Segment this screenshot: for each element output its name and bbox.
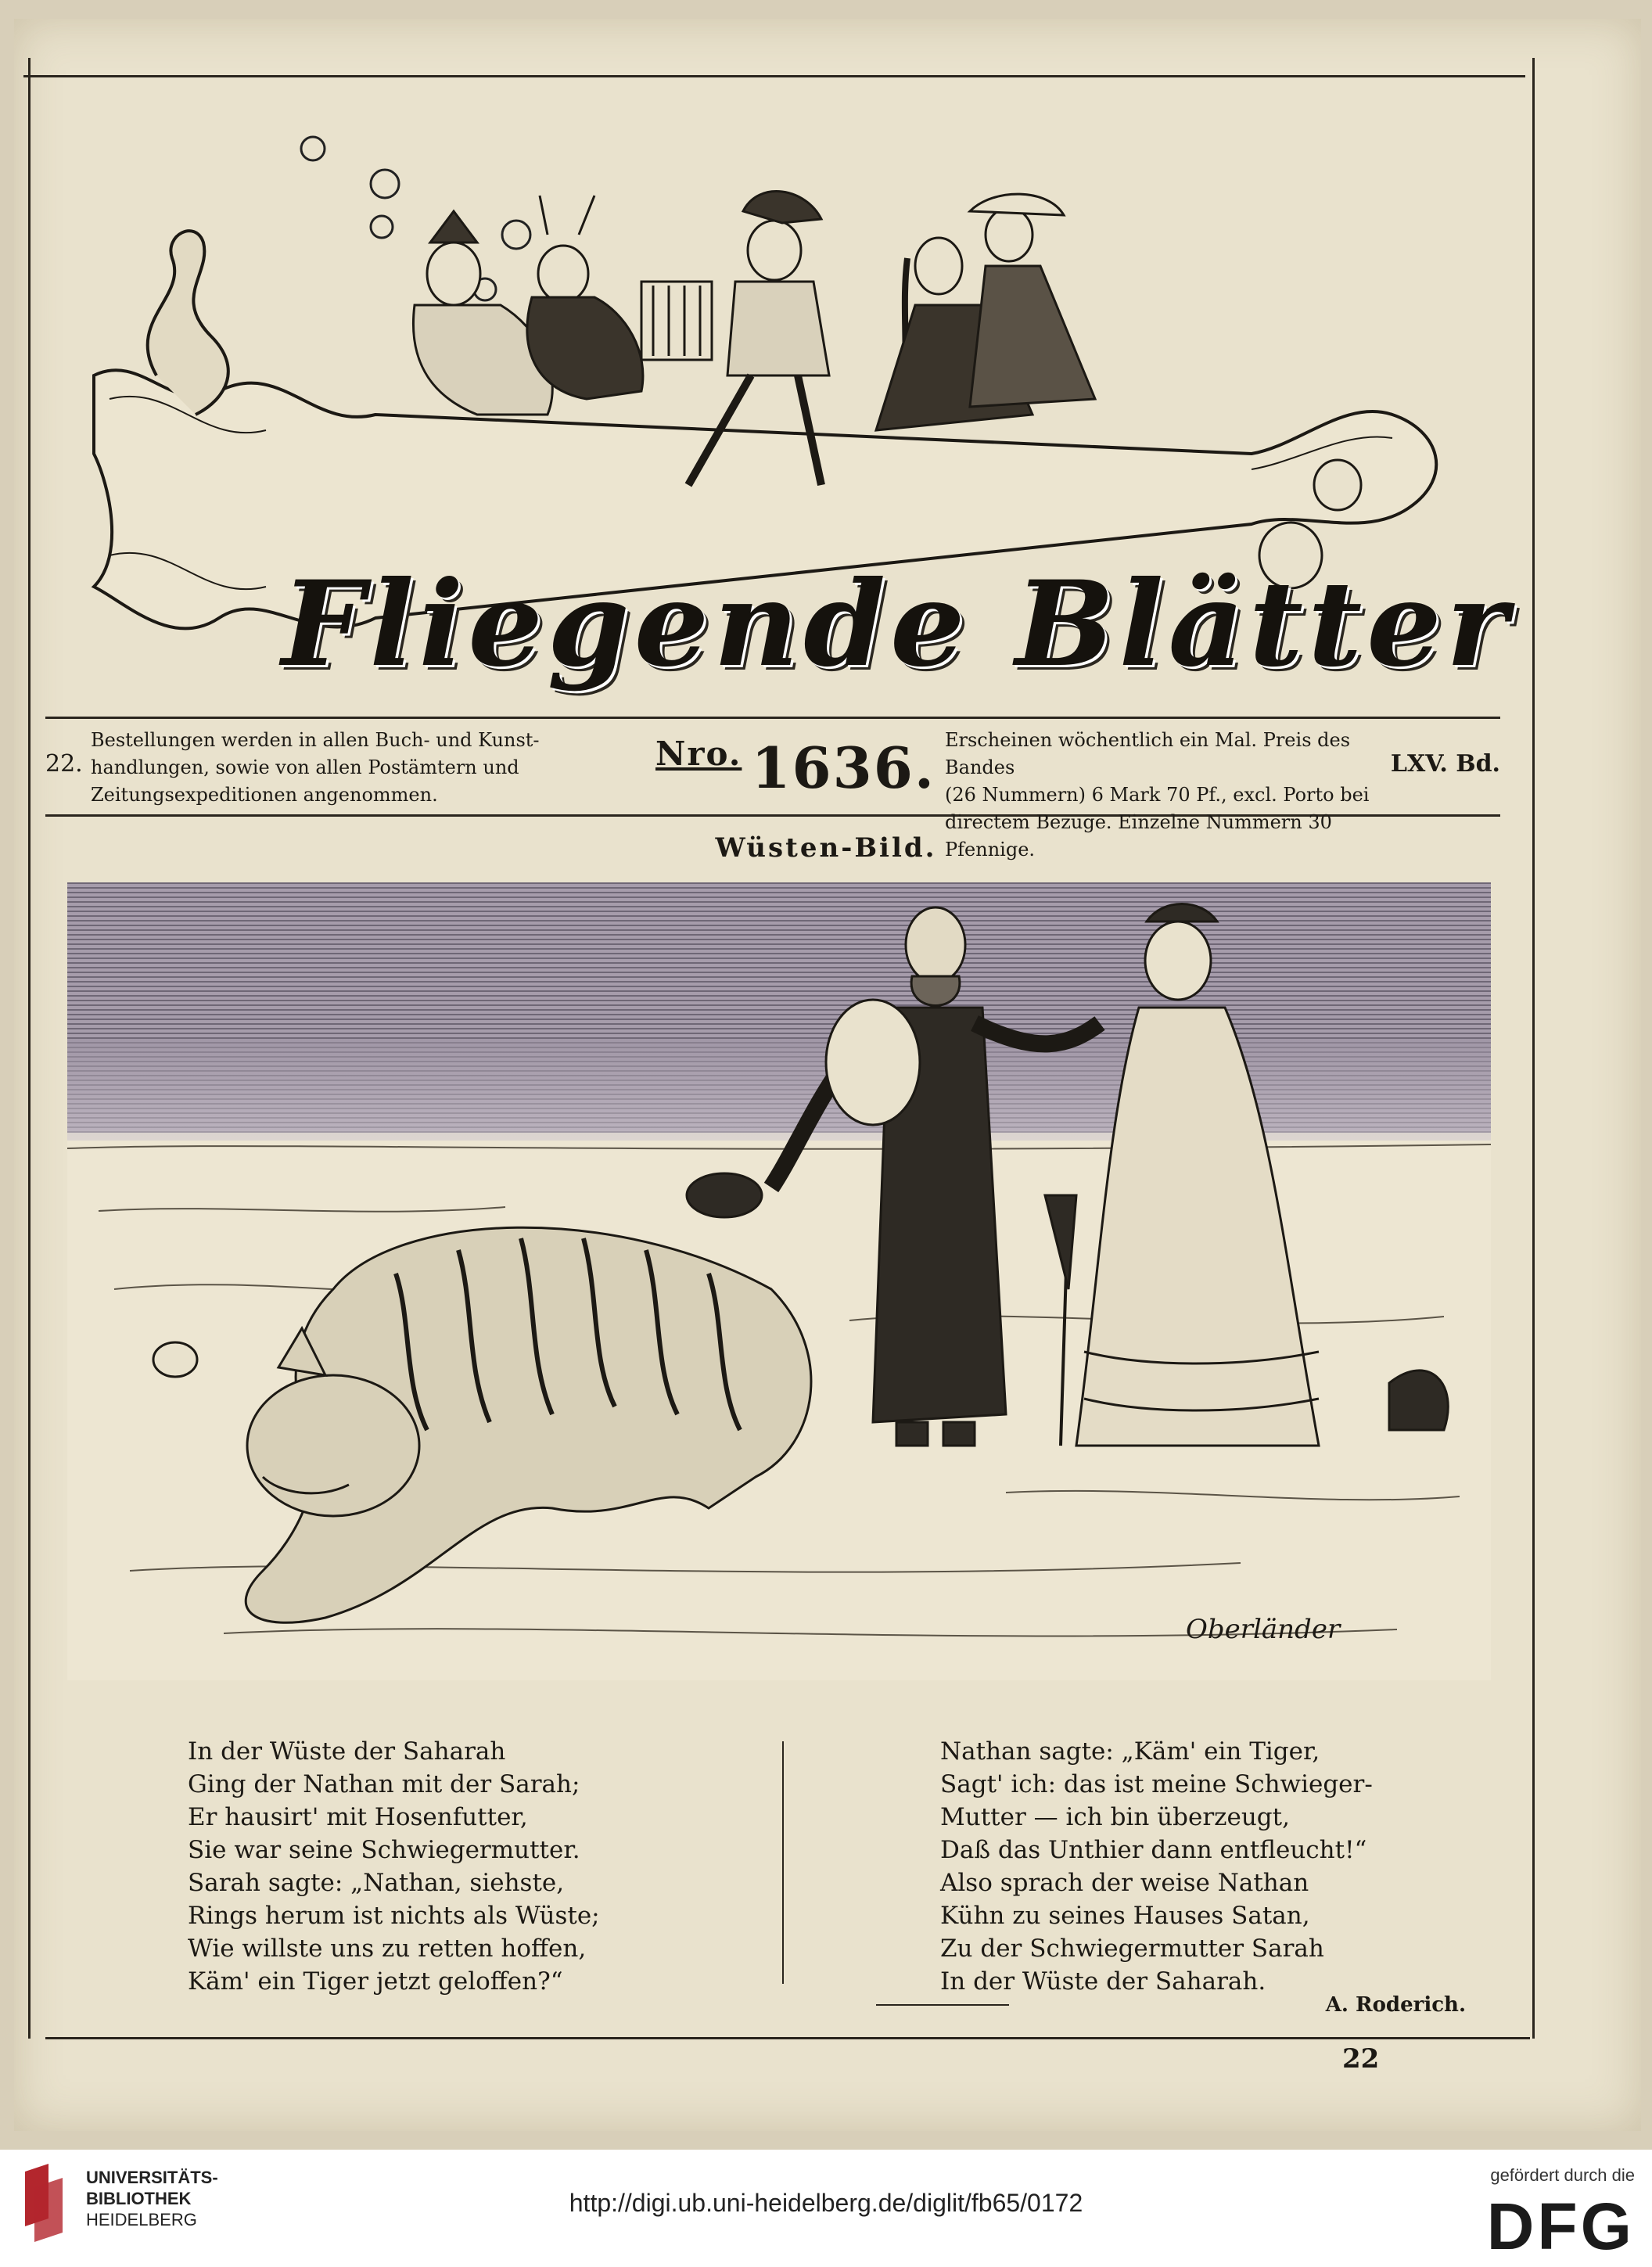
poem-line: Sie war seine Schwiegermutter.: [188, 1836, 580, 1864]
main-illustration: [67, 882, 1491, 1680]
poem-line: Also sprach der weise Nathan: [940, 1869, 1309, 1897]
digitization-footer: [0, 2150, 1652, 2267]
end-rule: [876, 2004, 1009, 2006]
section-headline: Wüsten-Bild.: [715, 832, 937, 864]
poem-line: Sarah sagte: „Nathan, siehste,: [188, 1869, 565, 1897]
masthead: [78, 117, 1513, 696]
skull: [153, 1342, 197, 1377]
poem-line: Er hausirt' mit Hosenfutter,: [188, 1803, 528, 1831]
figure-sarah: [1045, 904, 1448, 1446]
poem-line: Zu der Schwiegermutter Sarah: [940, 1935, 1324, 1963]
poem-line: Daß das Unthier dann entfleucht!“: [940, 1836, 1367, 1864]
poem-line: Ging der Nathan mit der Sarah;: [188, 1770, 580, 1798]
issue-number: [655, 735, 936, 801]
sponsor-text: gefördert durch die: [1490, 2165, 1635, 2185]
pub-line: directem Bezuge. Einzelne Nummern 30 Pfennige.: [945, 811, 1332, 860]
poem-line: Rings herum ist nichts als Wüste;: [188, 1902, 600, 1930]
illustration-signature: Oberländer: [1186, 1614, 1341, 1645]
order-line: handlungen, sowie von allen Postämtern und: [91, 756, 519, 778]
pub-line: (26 Nummern) 6 Mark 70 Pf., excl. Porto bei: [945, 784, 1370, 806]
order-line: Bestellungen werden in allen Buch- und Kunst-: [91, 729, 540, 751]
page-number: 22: [1342, 2043, 1380, 2075]
poem-line: Mutter — ich bin überzeugt,: [940, 1803, 1290, 1831]
issue-number-value: 1636.: [751, 735, 936, 801]
volume-label: LXV. Bd.: [1390, 750, 1500, 778]
university-name-line: BIBLIOTHEK: [86, 2189, 192, 2208]
permalink-url[interactable]: http://digi.ub.uni-heidelberg.de/diglit/fb65/0172: [569, 2189, 1083, 2217]
issue-sequence-number: 22.: [45, 750, 83, 778]
poem-line: Wie willste uns zu retten hoffen,: [188, 1935, 587, 1963]
order-line: Zeitungsexpeditionen angenommen.: [91, 784, 438, 806]
issue-prefix: Nro.: [655, 735, 742, 773]
masthead-title: Fliegende Blätter: [282, 555, 1513, 693]
poem-column-left: [188, 1735, 600, 1998]
university-name-line: HEIDELBERG: [86, 2210, 197, 2229]
bottom-rule: [45, 2037, 1530, 2039]
poem-line: Kühn zu seines Hauses Satan,: [940, 1902, 1310, 1930]
poem-author: A. Roderich.: [1325, 1993, 1466, 2017]
poem: [188, 1735, 1471, 2024]
poem-line: Sagt' ich: das ist meine Schwieger-: [940, 1770, 1373, 1798]
desert-scene: [67, 882, 1491, 1680]
poem-line: In der Wüste der Saharah.: [940, 1967, 1266, 1996]
column-divider: [782, 1741, 784, 1984]
pub-line: Erscheinen wöchentlich ein Mal. Preis des Bandes: [945, 729, 1351, 778]
poem-line: Nathan sagte: „Käm' ein Tiger,: [940, 1737, 1320, 1766]
dfg-logo: DFG: [1486, 2190, 1635, 2263]
university-name-line: UNIVERSITÄTS-: [86, 2168, 218, 2187]
poem-line: Käm' ein Tiger jetzt geloffen?“: [188, 1967, 563, 1996]
poem-line: In der Wüste der Saharah: [188, 1737, 506, 1766]
order-info: [91, 727, 630, 809]
poem-column-right: [940, 1735, 1373, 1998]
figure-tiger: [246, 1227, 811, 1622]
